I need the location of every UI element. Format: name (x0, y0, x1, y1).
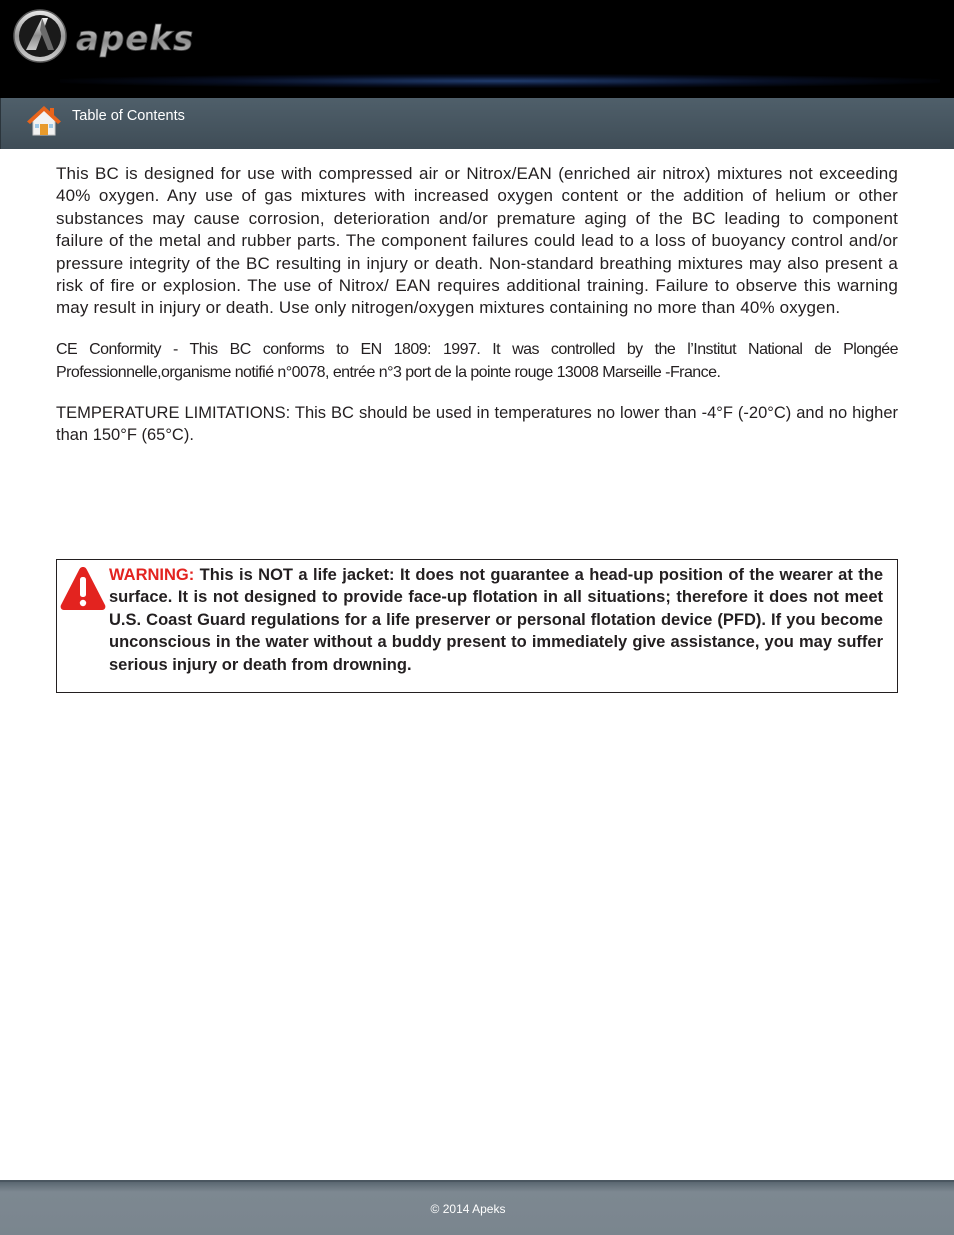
header-bar (0, 0, 954, 98)
header-glow (60, 74, 940, 88)
temperature-limitations-paragraph: TEMPERATURE LIMITATIONS: This BC should be used in temperatures no lower than -4°F (-20°C) and no higher than 150°F (65°C). (56, 403, 898, 445)
warning-box (56, 559, 898, 693)
warning-label: WARNING: (109, 566, 195, 584)
brand-wordmark: apeks (76, 19, 195, 59)
warning-text (109, 564, 883, 676)
warning-body: This is NOT a life jacket: It does not guarantee a head-up position of the wearer at the surface. It is not designed to provide face-up flotation in all situations; therefore it does not meet U.S. Coast Guard regulations for a life preserver or personal flotation device (PFD). If you become unconscious in the water without a buddy present to immediately give assistance, you may suffer serious injury or death from drowning. (109, 566, 884, 674)
ce-conformity-paragraph: CE Conformity - This BC conforms to EN 1809: 1997. It was controlled by the l’Institut National de Plongée Professionnelle,organisme notifié n°0078, entrée n°3 port de la pointe rouge 13008 Marseille -France. (56, 340, 898, 381)
apeks-logo-icon (14, 10, 66, 62)
navigation-bar (0, 98, 954, 149)
copyright-text: © 2014 Apeks (430, 1202, 506, 1216)
warning-triangle-icon (60, 565, 106, 611)
main-content (56, 163, 898, 447)
apeks-logo[interactable] (12, 6, 242, 68)
gas-mixture-paragraph: This BC is designed for use with compressed air or Nitrox/EAN (enriched air nitrox) mixtures not exceeding 40% oxygen. Any use of gas mixtures with increased oxygen content or the addition of helium or other substances may cause corrosion, deterioration and/or premature aging of the BC leading to component failure of the metal and rubber parts. The component failures could lead to a loss of buoyancy control and/or pressure integrity of the BC resulting in injury or death. Non-standard breathing mixtures may also present a risk of fire or explosion. The use of Nitrox/ EAN requires additional training. Failure to observe this warning may result in injury or death. Use only nitrogen/oxygen mixtures containing no more than 40% oxygen. (56, 164, 898, 318)
home-icon[interactable] (27, 104, 61, 138)
table-of-contents-link[interactable]: Table of Contents (72, 108, 185, 124)
footer-bar (0, 1180, 954, 1235)
